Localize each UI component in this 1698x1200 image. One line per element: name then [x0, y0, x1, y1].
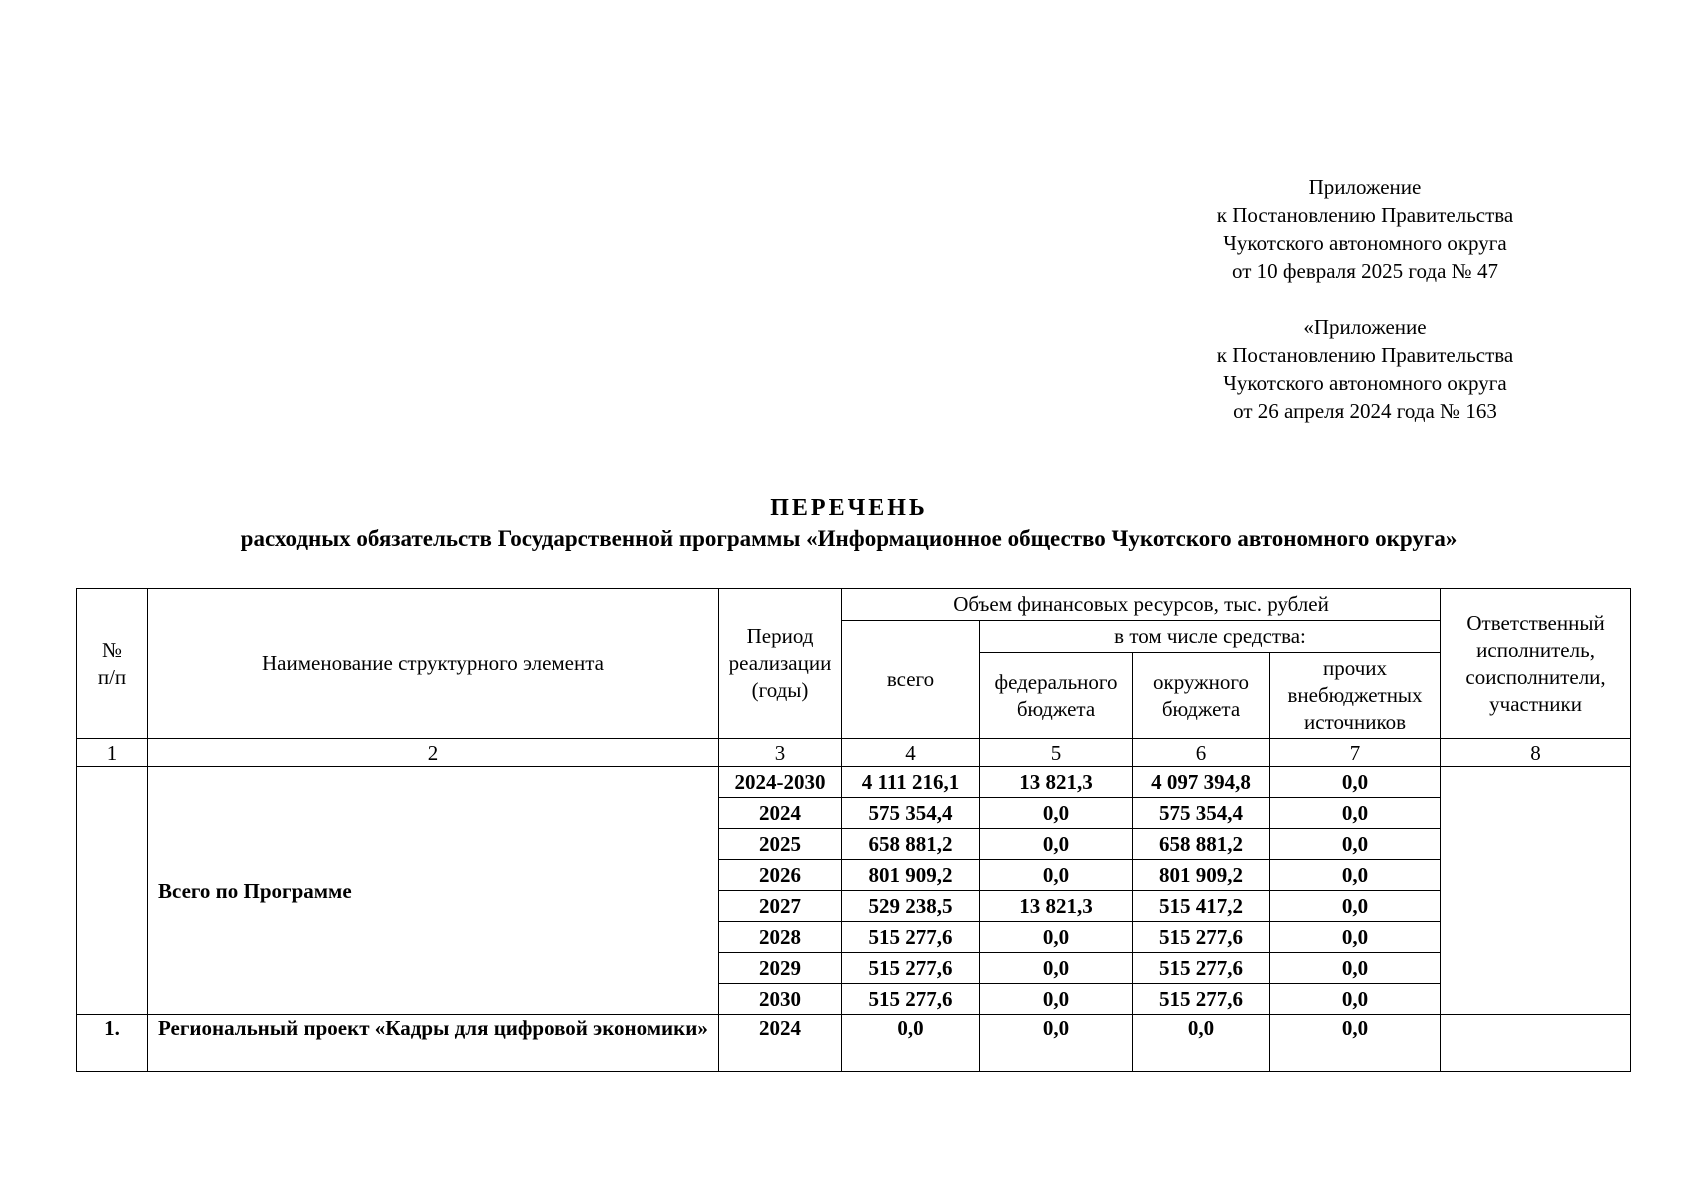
total-name-cell: Всего по Программе — [148, 767, 719, 1015]
column-number: 2 — [148, 739, 719, 767]
federal-cell: 13 821,3 — [980, 767, 1133, 798]
federal-cell: 0,0 — [980, 798, 1133, 829]
district-cell: 575 354,4 — [1133, 798, 1270, 829]
federal-cell: 0,0 — [980, 984, 1133, 1015]
district-cell: 4 097 394,8 — [1133, 767, 1270, 798]
column-number: 4 — [842, 739, 980, 767]
period-cell: 2024 — [719, 1015, 842, 1072]
other-cell: 0,0 — [1270, 953, 1441, 984]
total-cell: 515 277,6 — [842, 984, 980, 1015]
district-cell: 0,0 — [1133, 1015, 1270, 1072]
other-cell: 0,0 — [1270, 891, 1441, 922]
period-cell: 2029 — [719, 953, 842, 984]
attachment-line: «Приложение — [1303, 315, 1427, 339]
federal-cell: 0,0 — [980, 922, 1133, 953]
header-period: Период реализации (годы) — [719, 589, 842, 739]
district-cell: 515 417,2 — [1133, 891, 1270, 922]
responsible-cell — [1441, 767, 1631, 1015]
total-cell: 515 277,6 — [842, 953, 980, 984]
attachment-line: Приложение — [1308, 175, 1422, 199]
other-cell: 0,0 — [1270, 798, 1441, 829]
total-cell: 4 111 216,1 — [842, 767, 980, 798]
header-num: № п/п — [77, 589, 148, 739]
district-cell: 515 277,6 — [1133, 922, 1270, 953]
other-cell: 0,0 — [1270, 767, 1441, 798]
period-cell: 2024 — [719, 798, 842, 829]
attachment-line: от 26 апреля 2024 года № 163 — [1233, 399, 1497, 423]
other-cell: 0,0 — [1270, 829, 1441, 860]
header-responsible: Ответственный исполнитель, соисполнители, участники — [1441, 589, 1631, 739]
other-cell: 0,0 — [1270, 860, 1441, 891]
other-cell: 0,0 — [1270, 1015, 1441, 1072]
total-num-cell — [77, 767, 148, 1015]
other-cell: 0,0 — [1270, 984, 1441, 1015]
district-cell: 515 277,6 — [1133, 984, 1270, 1015]
attachment-current — [1160, 173, 1570, 285]
document-subtitle: расходных обязательств Государственной программы «Информационное общество Чукотского автономного округа» — [240, 526, 1458, 551]
federal-cell: 0,0 — [980, 1015, 1133, 1072]
table-row — [77, 767, 1631, 798]
district-cell: 658 881,2 — [1133, 829, 1270, 860]
total-cell: 801 909,2 — [842, 860, 980, 891]
total-cell: 515 277,6 — [842, 922, 980, 953]
federal-cell: 0,0 — [980, 860, 1133, 891]
period-cell: 2030 — [719, 984, 842, 1015]
header-total: всего — [842, 621, 980, 739]
table-header-row — [77, 589, 1631, 621]
total-cell: 658 881,2 — [842, 829, 980, 860]
column-number: 5 — [980, 739, 1133, 767]
period-cell: 2027 — [719, 891, 842, 922]
total-cell: 575 354,4 — [842, 798, 980, 829]
federal-cell: 0,0 — [980, 953, 1133, 984]
attachment-previous — [1160, 313, 1570, 425]
header-federal: федерального бюджета — [980, 653, 1133, 739]
header-district: окружного бюджета — [1133, 653, 1270, 739]
attachment-line: к Постановлению Правительства — [1216, 203, 1514, 227]
header-including: в том числе средства: — [980, 621, 1441, 653]
attachment-line: Чукотского автономного округа — [1223, 371, 1507, 395]
column-number: 7 — [1270, 739, 1441, 767]
column-number: 1 — [77, 739, 148, 767]
document-title: ПЕРЕЧЕНЬ — [770, 495, 928, 521]
other-cell: 0,0 — [1270, 922, 1441, 953]
attachment-line: к Постановлению Правительства — [1216, 343, 1514, 367]
item-name-cell: Региональный проект «Кадры для цифровой экономики» — [148, 1015, 719, 1072]
attachment-line: от 10 февраля 2025 года № 47 — [1232, 259, 1498, 283]
column-number-row — [77, 739, 1631, 767]
period-cell: 2025 — [719, 829, 842, 860]
district-cell: 801 909,2 — [1133, 860, 1270, 891]
column-number: 8 — [1441, 739, 1631, 767]
district-cell: 515 277,6 — [1133, 953, 1270, 984]
item-num-cell: 1. — [77, 1015, 148, 1072]
total-cell: 529 238,5 — [842, 891, 980, 922]
federal-cell: 0,0 — [980, 829, 1133, 860]
table-row-item-1 — [77, 1015, 1631, 1072]
federal-cell: 13 821,3 — [980, 891, 1133, 922]
total-cell: 0,0 — [842, 1015, 980, 1072]
header-volume: Объем финансовых ресурсов, тыс. рублей — [842, 589, 1441, 621]
period-cell: 2024-2030 — [719, 767, 842, 798]
responsible-cell — [1441, 1015, 1631, 1072]
period-cell: 2028 — [719, 922, 842, 953]
period-cell: 2026 — [719, 860, 842, 891]
column-number: 6 — [1133, 739, 1270, 767]
header-other: прочих внебюджетных источников — [1270, 653, 1441, 739]
header-name: Наименование структурного элемента — [148, 589, 719, 739]
column-number: 3 — [719, 739, 842, 767]
obligations-table — [76, 588, 1631, 1072]
attachment-line: Чукотского автономного округа — [1223, 231, 1507, 255]
